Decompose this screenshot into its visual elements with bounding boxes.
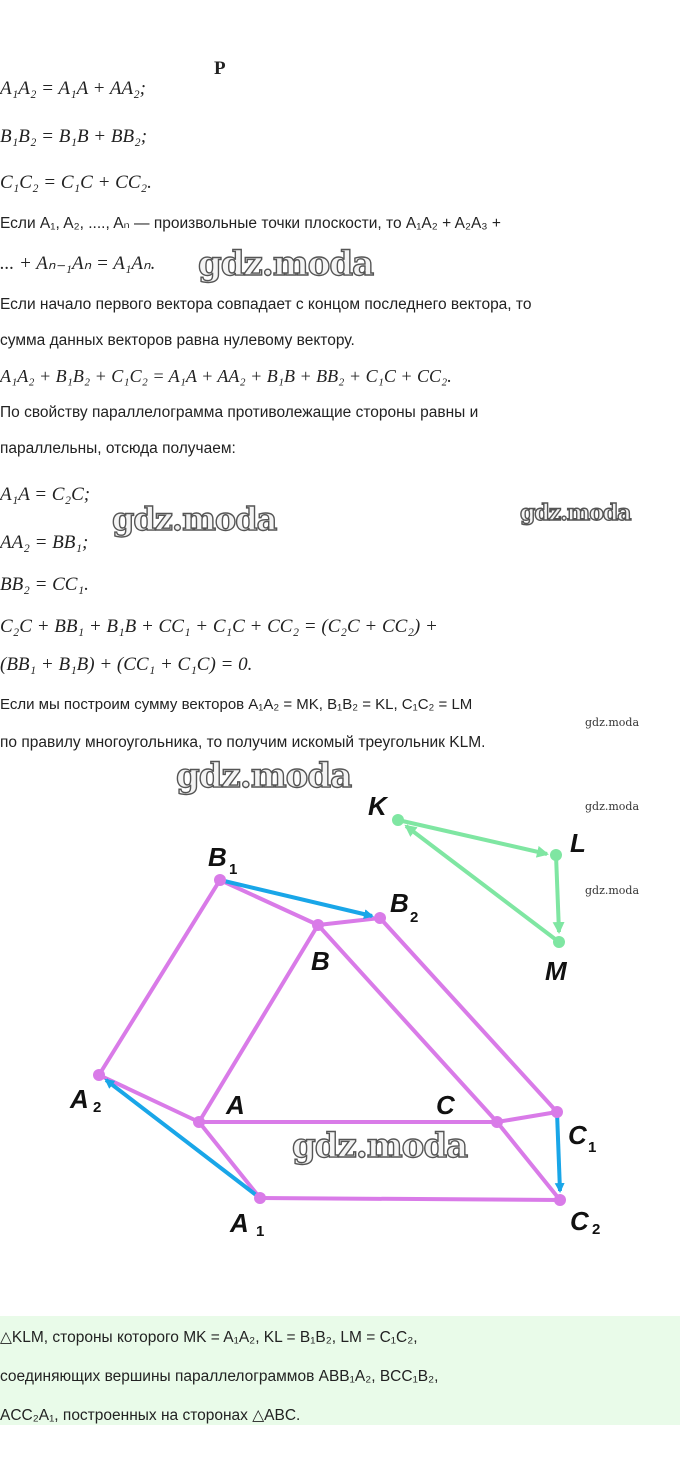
watermark: gdz.moda: [292, 1126, 468, 1166]
text-points-statement: Если A₁, A₂, ...., Aₙ — произвольные точки плоскости, то A₁A₂ + A₂A₃ +: [0, 215, 501, 232]
watermark-small: gdz.moda: [585, 884, 640, 897]
vector-c1-c2: [557, 1112, 560, 1191]
watermark: gdz.moda: [198, 244, 374, 284]
label-a1: A: [230, 1208, 249, 1238]
label-c2-sub: 2: [592, 1221, 601, 1238]
point-c1: [551, 1106, 563, 1118]
label-b1: B: [208, 842, 227, 872]
triangle-klm: [398, 820, 559, 942]
point-a1: [254, 1192, 266, 1204]
equation-a1a2: A₁A₂ = A₁A + AA₂;: [0, 78, 146, 99]
text-parallelogram-property: По свойству параллелограмма противолежащие стороны равны и: [0, 404, 479, 421]
label-b1-sub: 1: [229, 861, 238, 878]
label-a1-sub: 1: [256, 1223, 265, 1240]
geometry-figure: [0, 760, 680, 1260]
segment-b2-c1: [380, 918, 557, 1112]
equation-polygon-rule: ... + Aₙ₋₁Aₙ = A₁Aₙ.: [0, 253, 156, 274]
text-zero-vector: сумма данных векторов равна нулевому вектору.: [0, 332, 355, 349]
equation-grouped-sum-2: (BB₁ + B₁B) + (CC₁ + C₁C) = 0.: [0, 654, 253, 675]
vector-m-k: [406, 826, 559, 942]
label-a2: A: [70, 1084, 89, 1114]
watermark: gdz.moda: [112, 500, 277, 538]
point-a: [193, 1116, 205, 1128]
segment-b-b2: [318, 918, 380, 925]
label-b2: B: [390, 888, 409, 918]
point-b1: [214, 874, 226, 886]
label-a2-sub: 2: [93, 1099, 102, 1116]
equation-bb2-cc1: BB₂ = CC₁.: [0, 574, 89, 595]
label-c1: C: [568, 1120, 587, 1150]
vector-l-m: [556, 855, 559, 932]
label-m: M: [545, 956, 567, 986]
watermark-small: gdz.moda: [585, 716, 640, 729]
label-b2-sub: 2: [410, 909, 419, 926]
point-k: [392, 814, 404, 826]
point-b2: [374, 912, 386, 924]
label-c1-sub: 1: [588, 1139, 597, 1156]
segment-b1-b: [220, 880, 318, 925]
segment-a1-c2: [260, 1198, 560, 1200]
answer-line-2: соединяющих вершины параллелограммов ABB₁A₂, BCC₁B₂,: [0, 1368, 439, 1385]
segment-c-c1: [497, 1112, 557, 1122]
label-b: B: [311, 946, 330, 976]
label-c: C: [436, 1090, 455, 1120]
point-b: [312, 919, 324, 931]
segment-a2-b1: [99, 880, 220, 1075]
watermark-small: gdz.moda: [585, 800, 640, 813]
point-a2: [93, 1069, 105, 1081]
text-therefore: параллельны, отсюда получаем:: [0, 440, 236, 457]
label-k: K: [368, 791, 387, 821]
text-result-triangle: по правилу многоугольника, то получим искомый треугольник KLM.: [0, 734, 486, 751]
equation-b1b2: B₁B₂ = B₁B + BB₂;: [0, 126, 148, 147]
watermark: gdz.moda: [520, 500, 631, 526]
segment-a-b: [199, 925, 318, 1122]
top-fragment: Р: [214, 58, 226, 79]
equation-grouped-sum-1: C₂C + BB₁ + B₁B + CC₁ + C₁C + CC₂ = (C₂C + CC₂) +: [0, 616, 438, 637]
text-build-sum: Если мы построим сумму векторов A₁A₂ = MK, B₁B₂ = KL, C₁C₂ = LM: [0, 696, 473, 713]
answer-line-3: ACC₂A₁, построенных на сторонах △ABC.: [0, 1407, 301, 1424]
equation-sum-expansion: A₁A₂ + B₁B₂ + C₁C₂ = A₁A + AA₂ + B₁B + BB₂ + C₁C + CC₂.: [0, 366, 452, 386]
segment-c-c2: [497, 1122, 560, 1200]
point-c2: [554, 1194, 566, 1206]
point-l: [550, 849, 562, 861]
segment-b-c: [318, 925, 497, 1122]
equation-c1c2: C₁C₂ = C₁C + CC₂.: [0, 172, 152, 193]
label-l: L: [570, 828, 586, 858]
text-closed-chain: Если начало первого вектора совпадает с концом последнего вектора, то: [0, 296, 532, 313]
point-m: [553, 936, 565, 948]
label-c2: C: [570, 1206, 589, 1236]
watermark: gdz.moda: [176, 756, 352, 796]
vector-b1-b2: [220, 880, 372, 916]
equation-aa2-bb1: AA₂ = BB₁;: [0, 532, 89, 553]
answer-line-1: △KLM, стороны которого MK = A₁A₂, KL = B₁B₂, LM = C₁C₂,: [0, 1329, 418, 1346]
label-a: A: [226, 1090, 245, 1120]
point-c: [491, 1116, 503, 1128]
equation-a1a-c2c: A₁A = C₂C;: [0, 484, 91, 505]
